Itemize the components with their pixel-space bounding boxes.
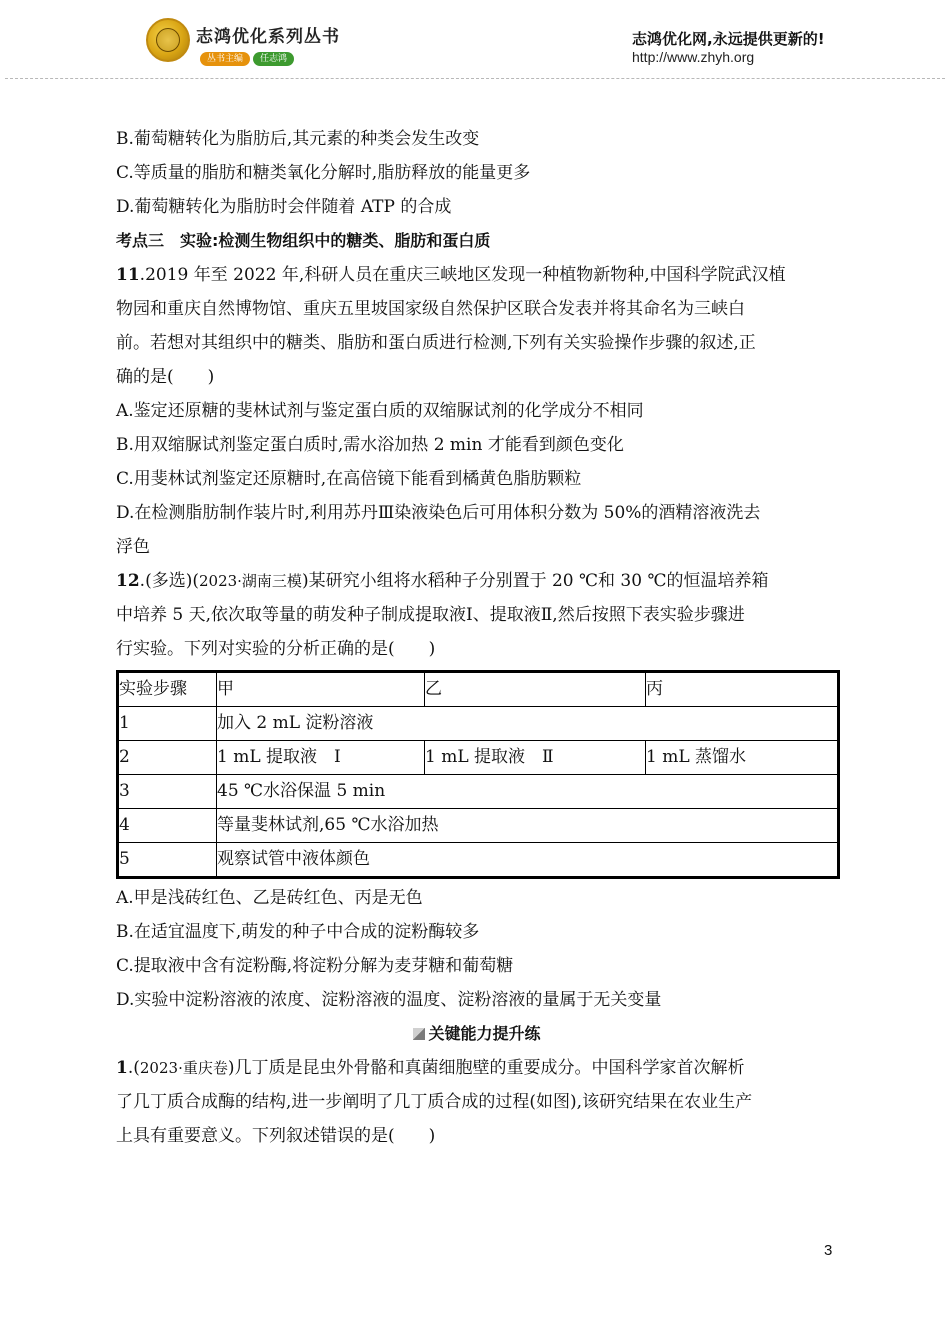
q12-option-d: D.实验中淀粉溶液的浓度、淀粉溶液的温度、淀粉溶液的量属于无关变量 — [116, 990, 662, 1010]
table-row — [118, 741, 839, 775]
table-row — [118, 843, 839, 878]
table-cell: 1 — [118, 707, 217, 741]
question-text: )某研究小组将水稻种子分别置于 20 ℃和 30 ℃的恒温培养箱 — [301, 571, 769, 591]
table-cell: 3 — [118, 775, 217, 809]
question-text: .2019 年至 2022 年,科研人员在重庆三峡地区发现一种植物新物种,中国科学院武汉植 — [139, 265, 786, 285]
table-header-cell: 乙 — [425, 672, 646, 707]
page-header — [0, 0, 950, 80]
q11-option-d-cont: 浮色 — [116, 537, 150, 557]
question-prefix: .(多选)( — [139, 571, 199, 591]
question-11-line-3: 前。若想对其组织中的糖类、脂肪和蛋白质进行检测,下列有关实验操作步骤的叙述,正 — [116, 333, 756, 353]
table-cell: 1 mL 提取液 Ⅰ — [217, 741, 425, 775]
section-title-3: 考点三 实验:检测生物组织中的糖类、脂肪和蛋白质 — [116, 231, 491, 250]
table-cell: 加入 2 mL 淀粉溶液 — [217, 707, 839, 741]
editor-name: 任志鸿 — [253, 52, 294, 66]
question-11-line-4: 确的是( ) — [116, 367, 215, 387]
table-cell: 观察试管中液体颜色 — [217, 843, 839, 878]
q12-option-b: B.在适宜温度下,萌发的种子中合成的淀粉酶较多 — [116, 922, 480, 942]
experiment-table — [116, 670, 840, 879]
site-slogan: 志鸿优化网,永远提供更新的! — [632, 30, 825, 48]
question-12-line-1 — [116, 564, 838, 598]
table-cell: 1 mL 提取液 Ⅱ — [425, 741, 646, 775]
q11-option-d: D.在检测脂肪制作装片时,利用苏丹Ⅲ染液染色后可用体积分数为 50%的酒精溶液洗去 — [116, 503, 761, 523]
table-header-row — [118, 672, 839, 707]
logo-emblem — [156, 28, 180, 52]
table-header-cell: 丙 — [646, 672, 839, 707]
q12-option-c: C.提取液中含有淀粉酶,将淀粉分解为麦芽糖和葡萄糖 — [116, 956, 514, 976]
table-cell: 45 ℃水浴保温 5 min — [217, 775, 839, 809]
question-prefix: .( — [127, 1058, 140, 1078]
table-cell: 5 — [118, 843, 217, 878]
section-marker-icon — [413, 1028, 425, 1040]
question-1-line-2: 了几丁质合成酶的结构,进一步阐明了几丁质合成的过程(如图),该研究结果在农业生产 — [116, 1092, 753, 1112]
q11-option-c: C.用斐林试剂鉴定还原糖时,在高倍镜下能看到橘黄色脂肪颗粒 — [116, 469, 582, 489]
table-header-cell: 甲 — [217, 672, 425, 707]
q11-option-b: B.用双缩脲试剂鉴定蛋白质时,需水浴加热 2 min 才能看到颜色变化 — [116, 435, 624, 455]
table-header-cell: 实验步骤 — [118, 672, 217, 707]
table-row — [118, 775, 839, 809]
site-url[interactable]: http://www.zhyh.org — [632, 49, 755, 65]
editor-label: 丛书主编 — [200, 52, 250, 66]
question-12-line-3: 行实验。下列对实验的分析正确的是( ) — [116, 639, 436, 659]
question-1-line-1 — [116, 1051, 838, 1085]
option-b-prev: B.葡萄糖转化为脂肪后,其元素的种类会发生改变 — [116, 129, 480, 149]
question-text: )几丁质是昆虫外骨骼和真菌细胞壁的重要成分。中国科学家首次解析 — [227, 1058, 745, 1078]
table-row — [118, 707, 839, 741]
question-11-line-1 — [116, 258, 838, 292]
brand-logo — [146, 18, 190, 62]
table-cell: 2 — [118, 741, 217, 775]
brand-subtitle — [200, 46, 297, 66]
question-source: 2023·湖南三模 — [198, 572, 302, 590]
question-number: 11 — [116, 265, 140, 285]
question-12-line-2: 中培养 5 天,依次取等量的萌发种子制成提取液Ⅰ、提取液Ⅱ,然后按照下表实验步骤进 — [116, 605, 745, 625]
question-1-line-3: 上具有重要意义。下列叙述错误的是( ) — [116, 1126, 436, 1146]
option-c-prev: C.等质量的脂肪和糖类氧化分解时,脂肪释放的能量更多 — [116, 163, 531, 183]
table-cell: 4 — [118, 809, 217, 843]
question-11-line-2: 物园和重庆自然博物馆、重庆五里坡国家级自然保护区联合发表并将其命名为三峡白 — [116, 299, 745, 319]
header-divider — [5, 78, 945, 79]
section-title-key-ability — [116, 1017, 838, 1051]
question-number: 12 — [116, 571, 140, 591]
brand-title: 志鸿优化系列丛书 — [196, 27, 340, 47]
section-title-text: 关键能力提升练 — [428, 1024, 541, 1043]
option-d-prev: D.葡萄糖转化为脂肪时会伴随着 ATP 的合成 — [116, 197, 452, 217]
table-cell: 1 mL 蒸馏水 — [646, 741, 839, 775]
page-number: 3 — [824, 1242, 833, 1259]
table-row — [118, 809, 839, 843]
page-content — [116, 122, 838, 1153]
question-number: 1 — [116, 1058, 128, 1078]
q11-option-a: A.鉴定还原糖的斐林试剂与鉴定蛋白质的双缩脲试剂的化学成分不相同 — [116, 401, 644, 421]
table-cell: 等量斐林试剂,65 ℃水浴加热 — [217, 809, 839, 843]
q12-option-a: A.甲是浅砖红色、乙是砖红色、丙是无色 — [116, 888, 423, 908]
question-source: 2023·重庆卷 — [139, 1059, 228, 1077]
